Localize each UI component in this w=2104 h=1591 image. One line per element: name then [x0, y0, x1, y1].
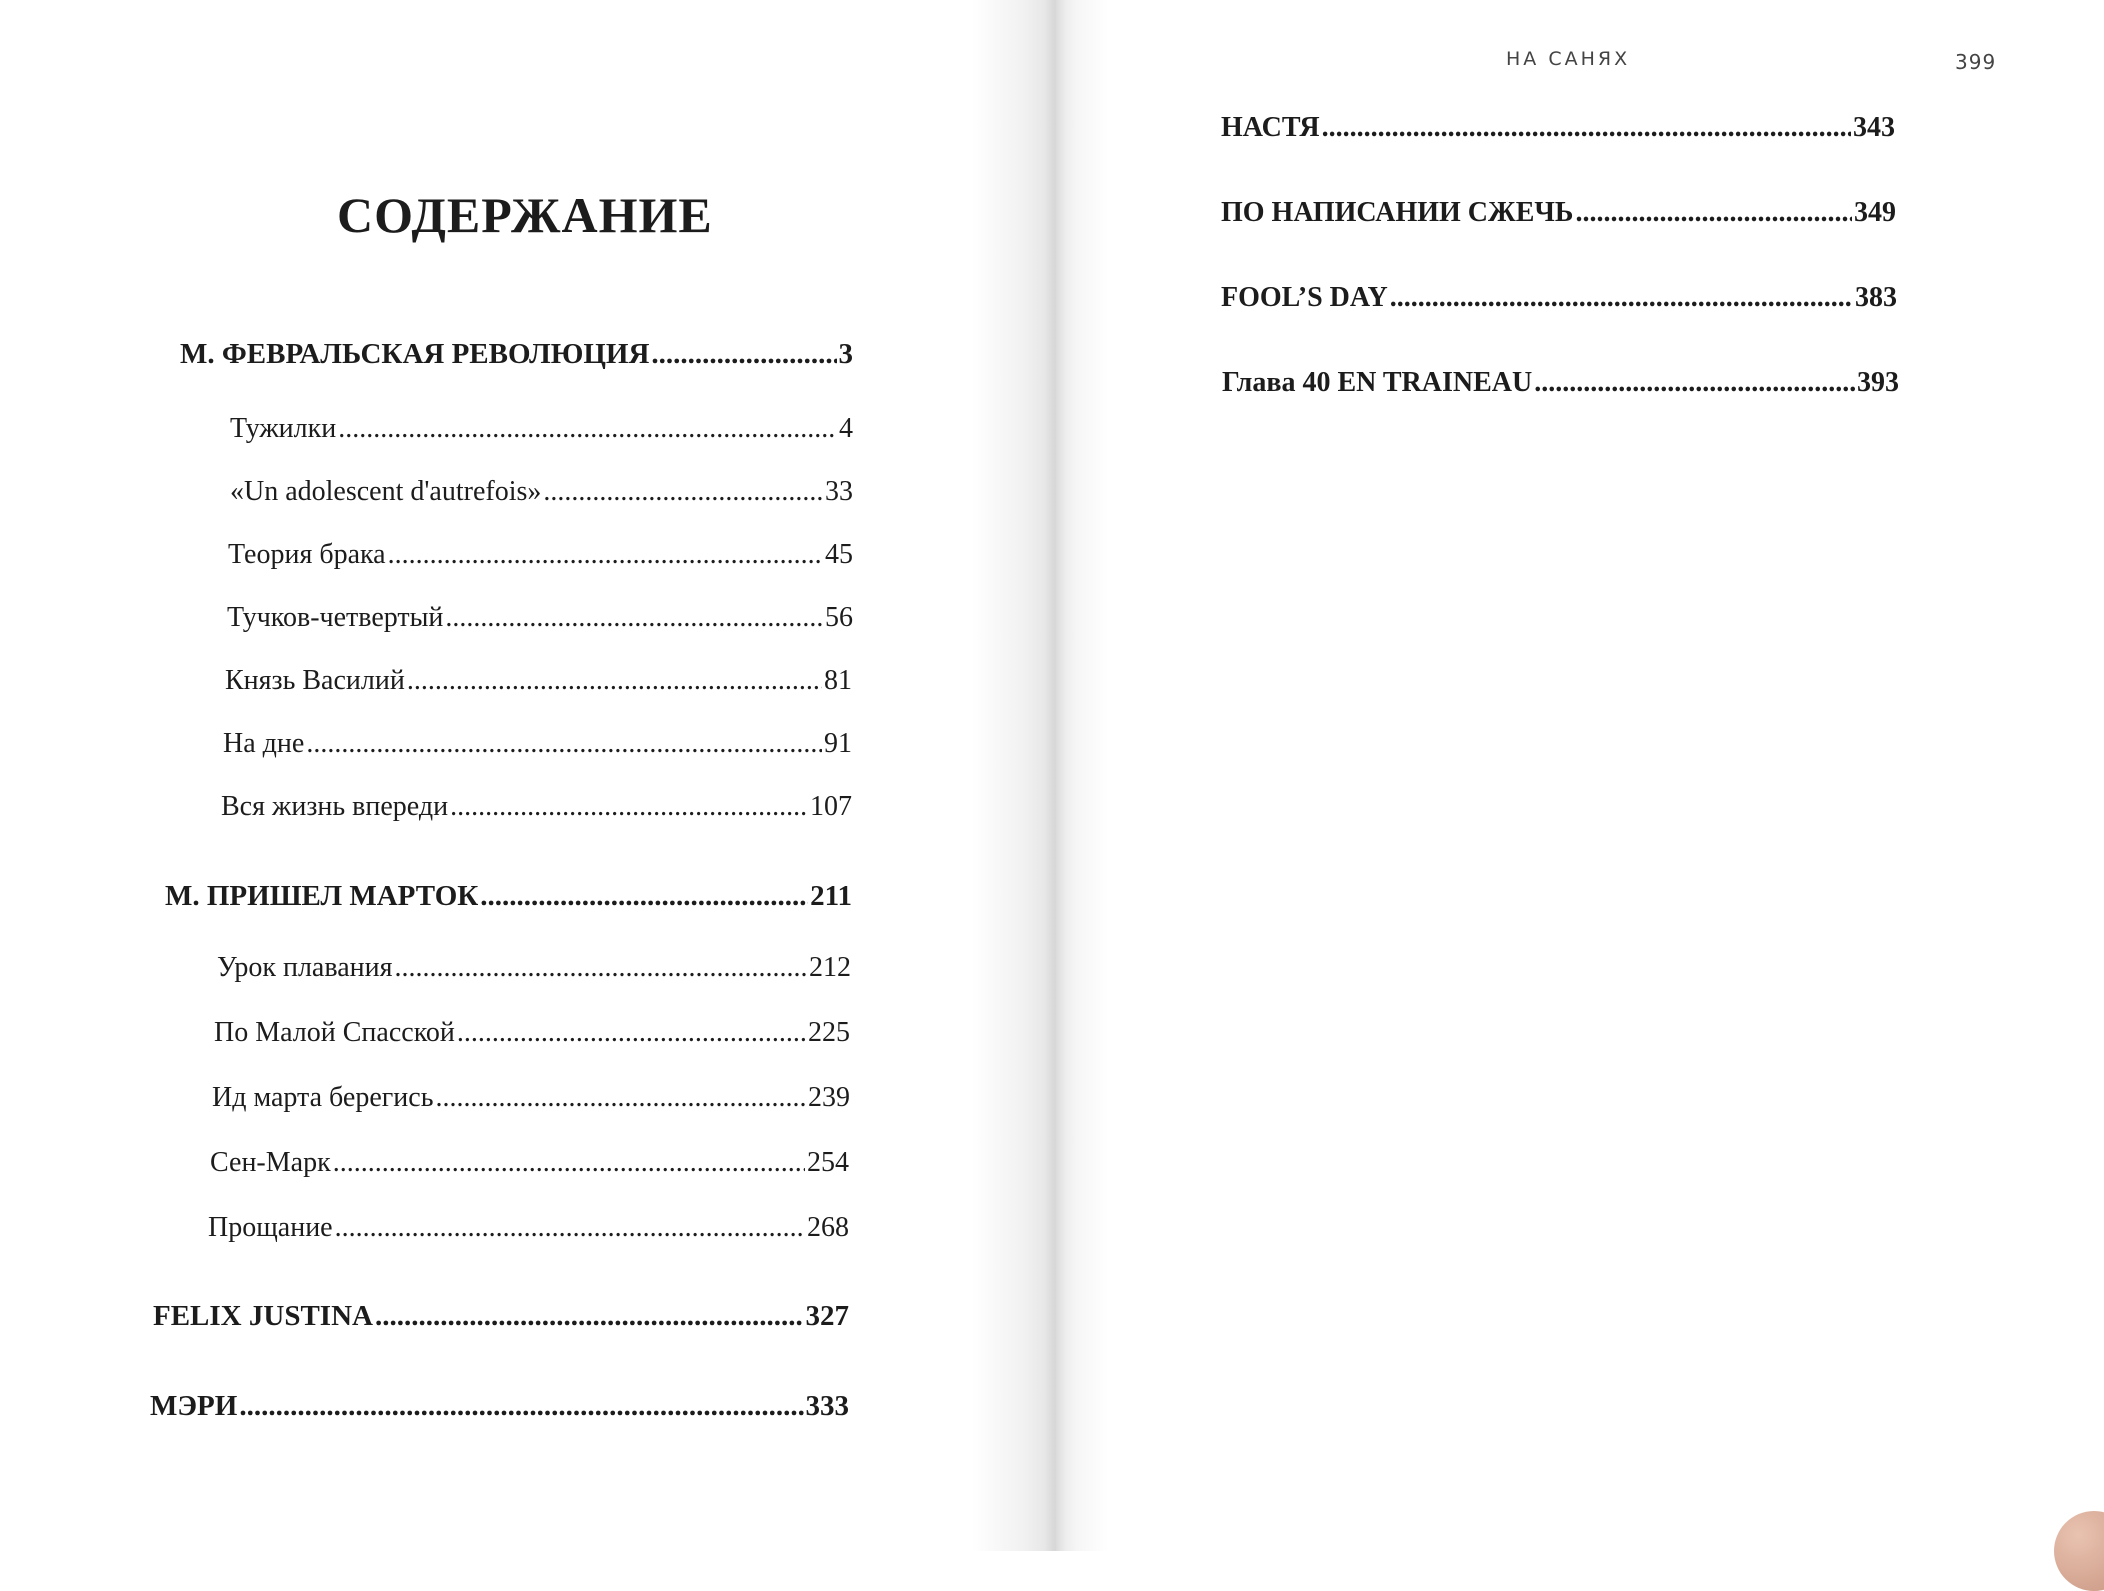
toc-entry-page: 254 — [807, 1147, 849, 1178]
dot-leader — [1534, 367, 1855, 399]
toc-entry-page: 239 — [808, 1082, 850, 1113]
dot-leader — [335, 1212, 805, 1244]
toc-entry-title: Князь Василий — [225, 665, 405, 696]
toc-entry-part — [180, 338, 853, 371]
toc-entry-chapter — [217, 952, 851, 984]
toc-entry-page: 212 — [809, 952, 851, 983]
toc-entry-title: Вся жизнь впереди — [221, 791, 449, 822]
toc-entry-chapter — [230, 413, 853, 445]
toc-entry-title: МЭРИ — [150, 1390, 238, 1422]
toc-entry-title: НАСТЯ — [1221, 112, 1320, 143]
dot-leader — [1575, 197, 1852, 229]
toc-entry-page: 333 — [805, 1390, 849, 1422]
toc-entry-page: 33 — [825, 476, 853, 507]
dot-leader — [1390, 282, 1853, 314]
dot-leader — [407, 665, 822, 697]
toc-entry-page: 349 — [1854, 197, 1896, 228]
toc-entry-title: На дне — [223, 728, 305, 759]
toc-entry-chapter — [227, 602, 853, 634]
toc-entry-title: Сен-Марк — [210, 1147, 331, 1178]
toc-entry-part — [150, 1390, 849, 1423]
toc-entry-chapter — [225, 665, 852, 697]
toc-entry-chapter — [214, 1017, 850, 1049]
toc-entry-title: Тужилки — [230, 413, 337, 444]
toc-entry-page: 81 — [824, 665, 852, 696]
contents-title: СОДЕРЖАНИЕ — [337, 187, 713, 243]
dot-leader — [306, 728, 822, 760]
dot-leader — [333, 1147, 805, 1179]
toc-entry-part — [1221, 197, 1896, 229]
corner-shadow — [2054, 1511, 2104, 1591]
toc-entry-title: M. ПРИШЕЛ МАРТОК — [165, 880, 479, 912]
toc-entry-page: 107 — [810, 791, 852, 822]
dot-leader — [435, 1082, 806, 1114]
toc-entry-part — [153, 1300, 849, 1333]
toc-entry-part — [1222, 367, 1899, 399]
toc-entry-part — [165, 880, 852, 913]
toc-entry-page: 343 — [1853, 112, 1895, 143]
dot-leader — [651, 338, 836, 371]
toc-entry-chapter — [230, 476, 853, 508]
toc-entry-chapter — [212, 1082, 850, 1114]
dot-leader — [388, 539, 823, 571]
toc-entry-title: Прощание — [208, 1212, 333, 1243]
toc-entry-chapter — [210, 1147, 849, 1179]
toc-entry-title: «Un adolescent d'autrefois» — [230, 476, 542, 507]
toc-entry-title: Глава 40 EN TRAINEAU — [1222, 367, 1533, 398]
toc-entry-chapter — [228, 539, 853, 571]
toc-entry-page: 327 — [805, 1300, 849, 1332]
toc-entry-part — [1221, 112, 1895, 144]
toc-entry-title: M. ФЕВРАЛЬСКАЯ РЕВОЛЮЦИЯ — [180, 338, 650, 370]
toc-entry-title: FELIX JUSTINA — [153, 1300, 373, 1332]
toc-entry-page: 383 — [1855, 282, 1897, 313]
toc-entry-title: ПО НАПИСАНИИ СЖЕЧЬ — [1221, 197, 1574, 228]
toc-entry-title: Тучков-четвертый — [227, 602, 444, 633]
toc-entry-page: 3 — [838, 338, 853, 370]
toc-entry-title: Урок плавания — [217, 952, 393, 983]
toc-entry-title: FOOL’S DAY — [1221, 282, 1388, 313]
running-head: НА САНЯХ — [1506, 48, 1631, 70]
dot-leader — [543, 476, 823, 508]
toc-entry-title: Ид марта берегись — [212, 1082, 434, 1113]
dot-leader — [445, 602, 823, 634]
toc-entry-page: 45 — [825, 539, 853, 570]
dot-leader — [457, 1017, 806, 1049]
toc-entry-page: 56 — [825, 602, 853, 633]
dot-leader — [375, 1300, 804, 1333]
toc-entry-page: 4 — [839, 413, 853, 444]
toc-entry-page: 393 — [1857, 367, 1899, 398]
toc-entry-chapter — [221, 791, 852, 823]
toc-entry-page: 91 — [824, 728, 852, 759]
toc-entry-title: Теория брака — [228, 539, 386, 570]
dot-leader — [394, 952, 807, 984]
dot-leader — [338, 413, 837, 445]
dot-leader — [480, 880, 808, 913]
dot-leader — [450, 791, 808, 823]
page-number: 399 — [1955, 50, 1997, 74]
dot-leader — [1322, 112, 1851, 144]
toc-entry-title: По Малой Спасской — [214, 1017, 455, 1048]
toc-entry-page: 268 — [807, 1212, 849, 1243]
toc-entry-chapter — [208, 1212, 849, 1244]
toc-entry-page: 211 — [810, 880, 852, 912]
toc-entry-chapter — [223, 728, 852, 760]
book-gutter — [1044, 0, 1066, 1551]
toc-entry-part — [1221, 282, 1897, 314]
dot-leader — [239, 1390, 803, 1423]
right-page — [1056, 0, 2104, 1551]
toc-entry-page: 225 — [808, 1017, 850, 1048]
